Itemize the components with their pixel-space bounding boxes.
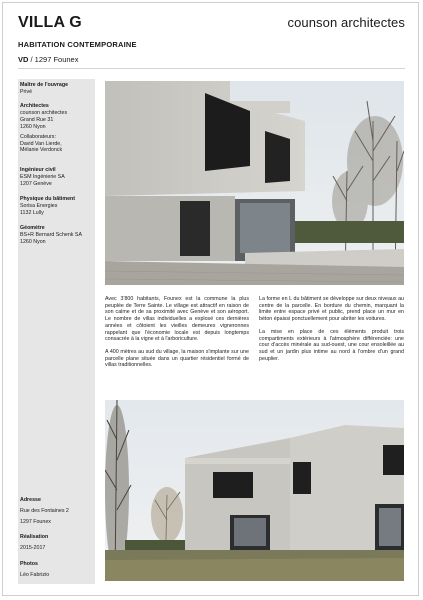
- realisation-block: [20, 534, 95, 552]
- architects-line: 1260 Nyon: [20, 123, 46, 130]
- credits-sidebar: [18, 79, 95, 584]
- realisation-label: Réalisation: [20, 534, 49, 540]
- physics-line: Sorisa Energies: [20, 202, 58, 209]
- building-physics-block: [20, 196, 95, 217]
- civil-label: Ingénieur civil: [20, 167, 56, 173]
- text-column-left: [105, 296, 249, 375]
- address-block: [20, 497, 95, 526]
- owner-block: [20, 82, 95, 96]
- firm-logo: counson architectes: [287, 15, 405, 30]
- collab-line: Collaborateurs:: [20, 133, 56, 140]
- physics-line: 1132 Lully: [20, 209, 44, 216]
- photos-label: Photos: [20, 561, 38, 567]
- geometer-block: [20, 225, 95, 246]
- header-divider: [18, 68, 405, 69]
- project-location: [18, 55, 78, 64]
- villa-photo-courtyard: [105, 400, 404, 581]
- collab-line: Mélanie Verdonck: [20, 147, 63, 154]
- geometer-line: 1260 Nyon: [20, 238, 46, 245]
- civil-line: 1207 Genève: [20, 180, 52, 187]
- civil-line: ESM Ingénierie SA: [20, 173, 65, 180]
- project-subtitle: HABITATION CONTEMPORAINE: [18, 40, 137, 49]
- body-paragraph: La forme en L du bâtiment se développe sur deux niveaux au centre de la parcelle. En bordure du chemin, marquant la limite entre espace privé et public, prend place un mur en béton épaissi ponctuellement pour abriter les voitures.: [259, 296, 404, 323]
- architects-line: Grand Rue 31: [20, 116, 54, 123]
- architects-line: counson architectes: [20, 109, 68, 116]
- physics-label: Physique du bâtiment: [20, 196, 76, 202]
- collab-line: David Van Lierde,: [20, 140, 62, 147]
- location-text: / 1297 Founex: [30, 55, 79, 64]
- geometer-label: Géomètre: [20, 225, 45, 231]
- project-title: VILLA G: [18, 14, 82, 31]
- address-label: Adresse: [20, 497, 41, 503]
- architects-block: [20, 103, 95, 154]
- owner-value: Privé: [20, 88, 33, 95]
- civil-engineer-block: [20, 167, 95, 188]
- body-paragraph: La mise en place de ces éléments produit trois compartiments extérieurs à l'atmosphère différenciée: une cour d'accès minérale au sud-ouest, une cour ensoleillée au sud et un jardin plus intime au nord à l'ombre d'un grand peuplier.: [259, 328, 404, 362]
- photos-value: Léo Fabrizio: [20, 572, 50, 578]
- villa-photo-garden: [105, 81, 404, 285]
- canton-code: VD: [18, 55, 29, 64]
- body-paragraph: Avec 3'800 habitants, Founex est la commune la plus peuplée de Terre Sainte. Le village est attractif en raison de son calme et de sa proximité avec Genève et son aéroport. Le nombre de villas individuelles a explosé ces dernières années et côtoient les vieilles demeures vigneronnes rappelant que l'économie locale est depuis longtemps consacrée à la vigne et à l'arboriculture.: [105, 296, 249, 343]
- text-column-right: [259, 296, 404, 368]
- architects-label: Architectes: [20, 103, 49, 109]
- address-line: Rue des Fontaines 2: [20, 508, 69, 514]
- geometer-line: BS+R Bernard Schenk SA: [20, 231, 82, 238]
- body-paragraph: A 400 mètres au sud du village, la maison s'implante sur une parcelle plane située dans un quartier résidentiel formé de villas traditionnelles.: [105, 348, 249, 369]
- photos-block: [20, 561, 95, 579]
- address-line: 1297 Founex: [20, 519, 51, 525]
- owner-label: Maître de l'ouvrage: [20, 82, 69, 88]
- realisation-value: 2015-2017: [20, 545, 46, 551]
